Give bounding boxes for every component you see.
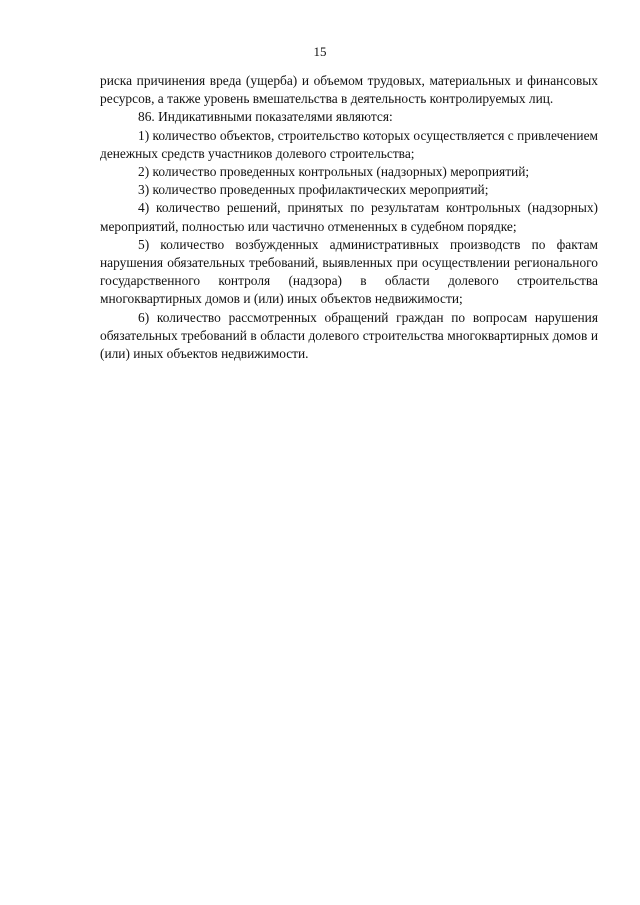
list-item-3: 3) количество проведенных профилактических мероприятий; bbox=[138, 182, 489, 198]
list-item-2: 2) количество проведенных контрольных (надзорных) мероприятий; bbox=[138, 164, 530, 180]
list-item-1: 1) количество объектов, строительство которых осуществляется с привлечением денежных средств участников долевого строительства; bbox=[100, 127, 598, 161]
page-number: 15 bbox=[313, 44, 327, 59]
paragraph-continuation: риска причинения вреда (ущерба) и объемом трудовых, материальных и финансовых ресурсов, а также уровень вмешательства в деятельность контролируемых лиц. bbox=[100, 73, 598, 107]
list-item-6: 6) количество рассмотренных обращений граждан по вопросам нарушения обязательных требований в области долевого строительства многоквартирных домов и (или) иных объектов недвижимости. bbox=[100, 309, 598, 362]
list-item-4: 4) количество решений, принятых по результатам контрольных (надзорных) мероприятий, полностью или частично отмененных в судебном порядке; bbox=[100, 200, 598, 234]
list-item-5: 5) количество возбужденных административных производств по фактам нарушения обязательных требований, выявленных при осуществлении регионального государственного контроля (надзора) в области долевого строительства многоквартирных домов и (или) иных объектов недвижимости; bbox=[100, 236, 598, 307]
document-body bbox=[100, 72, 598, 363]
paragraph-section-86: 86. Индикативными показателями являются: bbox=[138, 109, 393, 125]
